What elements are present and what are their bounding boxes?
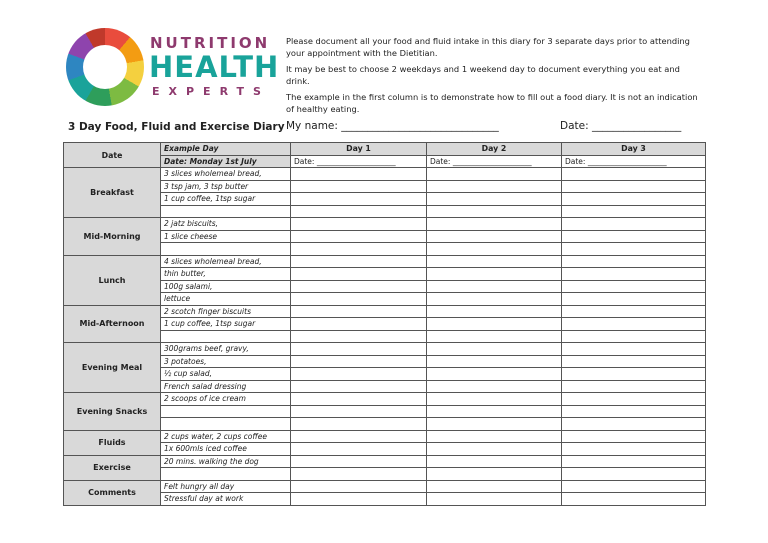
example-entry: lettuce: [161, 293, 291, 306]
day-2-entry-cell[interactable]: [427, 318, 562, 331]
day-1-entry-cell[interactable]: [291, 230, 427, 243]
example-entry: 4 slices wholemeal bread,: [161, 255, 291, 268]
example-entry: [161, 405, 291, 418]
day-3-entry-cell[interactable]: [562, 218, 706, 231]
example-entry: 20 mins. walking the dog: [161, 455, 291, 468]
example-entry: 1x 600mls iced coffee: [161, 443, 291, 456]
day-3-entry-cell[interactable]: [562, 255, 706, 268]
example-entry: 2 scoops of ice cream: [161, 393, 291, 406]
example-entry: 3 tsp jam, 3 tsp butter: [161, 180, 291, 193]
example-entry: 1 cup coffee, 1tsp sugar: [161, 318, 291, 331]
table-row: [64, 268, 706, 281]
table-row: [64, 368, 706, 381]
meal-label: Mid-Morning: [64, 218, 161, 256]
day-1-header: Day 1: [291, 143, 427, 156]
day-3-entry-cell[interactable]: [562, 355, 706, 368]
example-entry: [161, 330, 291, 343]
day-2-entry-cell[interactable]: [427, 293, 562, 306]
day-2-entry-cell[interactable]: [427, 380, 562, 393]
diary-title: 3 Day Food, Fluid and Exercise Diary: [68, 121, 285, 133]
example-entry: 2 cups water, 2 cups coffee: [161, 430, 291, 443]
day-3-entry-cell[interactable]: [562, 318, 706, 331]
day-3-entry-cell[interactable]: [562, 305, 706, 318]
day-1-entry-cell[interactable]: [291, 168, 427, 181]
day-1-entry-cell[interactable]: [291, 480, 427, 493]
day-1-entry-cell[interactable]: [291, 455, 427, 468]
table-row: [64, 293, 706, 306]
table-row: [64, 280, 706, 293]
day-2-entry-cell[interactable]: [427, 280, 562, 293]
table-row: [64, 255, 706, 268]
day-3-date-field[interactable]: Date: _____________________: [562, 155, 706, 168]
day-1-entry-cell[interactable]: [291, 305, 427, 318]
example-entry: [161, 468, 291, 481]
day-1-entry-cell[interactable]: [291, 318, 427, 331]
table-row: [64, 205, 706, 218]
day-3-entry-cell[interactable]: [562, 480, 706, 493]
day-2-entry-cell[interactable]: [427, 255, 562, 268]
day-1-entry-cell[interactable]: [291, 368, 427, 381]
day-1-entry-cell[interactable]: [291, 343, 427, 356]
table-row: [64, 218, 706, 231]
day-1-entry-cell[interactable]: [291, 218, 427, 231]
day-3-entry-cell[interactable]: [562, 418, 706, 431]
day-1-entry-cell[interactable]: [291, 293, 427, 306]
meal-label: Lunch: [64, 255, 161, 305]
example-entry: Stressful day at work: [161, 493, 291, 506]
day-2-entry-cell[interactable]: [427, 430, 562, 443]
day-3-entry-cell[interactable]: [562, 343, 706, 356]
day-2-entry-cell[interactable]: [427, 468, 562, 481]
day-1-entry-cell[interactable]: [291, 393, 427, 406]
day-1-entry-cell[interactable]: [291, 443, 427, 456]
day-3-entry-cell[interactable]: [562, 168, 706, 181]
day-2-entry-cell[interactable]: [427, 480, 562, 493]
day-2-entry-cell[interactable]: [427, 455, 562, 468]
table-row: [64, 430, 706, 443]
day-3-entry-cell[interactable]: [562, 230, 706, 243]
example-entry: 300grams beef, gravy,: [161, 343, 291, 356]
day-3-entry-cell[interactable]: [562, 368, 706, 381]
my-name-field[interactable]: My name: ______________________________: [286, 120, 499, 132]
table-row: [64, 305, 706, 318]
table-row: [64, 330, 706, 343]
example-entry: 3 potatoes,: [161, 355, 291, 368]
table-row: [64, 230, 706, 243]
logo-text-experts: EXPERTS: [152, 85, 270, 98]
table-row: [64, 180, 706, 193]
day-2-entry-cell[interactable]: [427, 393, 562, 406]
example-entry: [161, 243, 291, 256]
table-row: [64, 418, 706, 431]
logo-text-nutrition: NUTRITION: [150, 34, 271, 52]
table-row: [64, 168, 706, 181]
logo-text-health: HEALTH: [149, 50, 280, 84]
example-entry: [161, 205, 291, 218]
table-row: [64, 468, 706, 481]
day-2-entry-cell[interactable]: [427, 180, 562, 193]
day-1-entry-cell[interactable]: [291, 430, 427, 443]
table-row: [64, 318, 706, 331]
example-date: Date: Monday 1st July: [161, 155, 291, 168]
instruction-2: It may be best to choose 2 weekdays and 1 weekend day to document everything you eat and drink.: [286, 64, 680, 86]
table-row: [64, 355, 706, 368]
date-column-header: Date: [64, 143, 161, 168]
meal-label: Mid-Afternoon: [64, 305, 161, 343]
example-entry: 1 cup coffee, 1tsp sugar: [161, 193, 291, 206]
example-entry: 3 slices wholemeal bread,: [161, 168, 291, 181]
day-3-entry-cell[interactable]: [562, 468, 706, 481]
day-2-entry-cell[interactable]: [427, 305, 562, 318]
day-2-entry-cell[interactable]: [427, 355, 562, 368]
table-row: [64, 405, 706, 418]
day-2-header: Day 2: [427, 143, 562, 156]
day-1-entry-cell[interactable]: [291, 243, 427, 256]
day-1-entry-cell[interactable]: [291, 268, 427, 281]
logo: [66, 28, 280, 106]
day-3-entry-cell[interactable]: [562, 193, 706, 206]
day-1-date-field[interactable]: Date: _____________________: [291, 155, 427, 168]
fruit-ring-logo-icon: [66, 28, 144, 106]
day-3-header: Day 3: [562, 143, 706, 156]
meal-label: Breakfast: [64, 168, 161, 218]
example-entry: thin butter,: [161, 268, 291, 281]
example-entry: [161, 418, 291, 431]
example-entry: ½ cup salad,: [161, 368, 291, 381]
day-2-date-field[interactable]: Date: _____________________: [427, 155, 562, 168]
day-1-entry-cell[interactable]: [291, 355, 427, 368]
day-1-entry-cell[interactable]: [291, 405, 427, 418]
day-2-entry-cell[interactable]: [427, 330, 562, 343]
example-entry: 1 slice cheese: [161, 230, 291, 243]
day-1-entry-cell[interactable]: [291, 380, 427, 393]
day-2-entry-cell[interactable]: [427, 493, 562, 506]
meal-label: Exercise: [64, 455, 161, 480]
example-entry: 100g salami,: [161, 280, 291, 293]
day-1-entry-cell[interactable]: [291, 180, 427, 193]
table-row: [64, 480, 706, 493]
day-3-entry-cell[interactable]: [562, 493, 706, 506]
table-row: [64, 380, 706, 393]
day-2-entry-cell[interactable]: [427, 243, 562, 256]
meal-label: Fluids: [64, 430, 161, 455]
day-3-entry-cell[interactable]: [562, 455, 706, 468]
day-2-entry-cell[interactable]: [427, 418, 562, 431]
day-2-entry-cell[interactable]: [427, 368, 562, 381]
day-2-entry-cell[interactable]: [427, 205, 562, 218]
day-3-entry-cell[interactable]: [562, 330, 706, 343]
day-1-entry-cell[interactable]: [291, 255, 427, 268]
day-2-entry-cell[interactable]: [427, 230, 562, 243]
day-3-entry-cell[interactable]: [562, 268, 706, 281]
day-2-entry-cell[interactable]: [427, 168, 562, 181]
example-entry: French salad dressing: [161, 380, 291, 393]
example-entry: 2 jatz biscuits,: [161, 218, 291, 231]
instruction-1: Please document all your food and fluid intake in this diary for 3 separate days prior to attending your appointment with the Dietitian.: [286, 36, 690, 58]
day-2-entry-cell[interactable]: [427, 193, 562, 206]
instructions: [286, 36, 706, 120]
day-3-entry-cell[interactable]: [562, 443, 706, 456]
table-row: [64, 455, 706, 468]
day-1-entry-cell[interactable]: [291, 418, 427, 431]
day-1-entry-cell[interactable]: [291, 330, 427, 343]
table-row: [64, 393, 706, 406]
day-3-entry-cell[interactable]: [562, 380, 706, 393]
day-2-entry-cell[interactable]: [427, 443, 562, 456]
day-2-entry-cell[interactable]: [427, 405, 562, 418]
day-3-entry-cell[interactable]: [562, 430, 706, 443]
day-2-entry-cell[interactable]: [427, 218, 562, 231]
day-2-entry-cell[interactable]: [427, 268, 562, 281]
day-3-entry-cell[interactable]: [562, 405, 706, 418]
day-3-entry-cell[interactable]: [562, 205, 706, 218]
example-entry: Felt hungry all day: [161, 480, 291, 493]
day-1-entry-cell[interactable]: [291, 193, 427, 206]
meal-label: Evening Snacks: [64, 393, 161, 431]
day-3-entry-cell[interactable]: [562, 280, 706, 293]
instruction-3: The example in the first column is to demonstrate how to fill out a food diary. It is not an indication of healthy eating.: [286, 92, 698, 114]
table-row: [64, 443, 706, 456]
day-1-entry-cell[interactable]: [291, 493, 427, 506]
table-row: [64, 343, 706, 356]
day-3-entry-cell[interactable]: [562, 293, 706, 306]
day-2-entry-cell[interactable]: [427, 343, 562, 356]
table-row: [64, 243, 706, 256]
table-row: [64, 193, 706, 206]
day-1-entry-cell[interactable]: [291, 280, 427, 293]
day-3-entry-cell[interactable]: [562, 243, 706, 256]
day-3-entry-cell[interactable]: [562, 180, 706, 193]
day-1-entry-cell[interactable]: [291, 468, 427, 481]
example-entry: 2 scotch finger biscuits: [161, 305, 291, 318]
meal-label: Evening Meal: [64, 343, 161, 393]
food-diary-table: [63, 142, 706, 506]
day-3-entry-cell[interactable]: [562, 393, 706, 406]
meal-label: Comments: [64, 480, 161, 505]
date-field[interactable]: Date: _________________: [560, 120, 682, 132]
table-row: [64, 493, 706, 506]
example-day-header: Example Day: [161, 143, 291, 156]
day-1-entry-cell[interactable]: [291, 205, 427, 218]
